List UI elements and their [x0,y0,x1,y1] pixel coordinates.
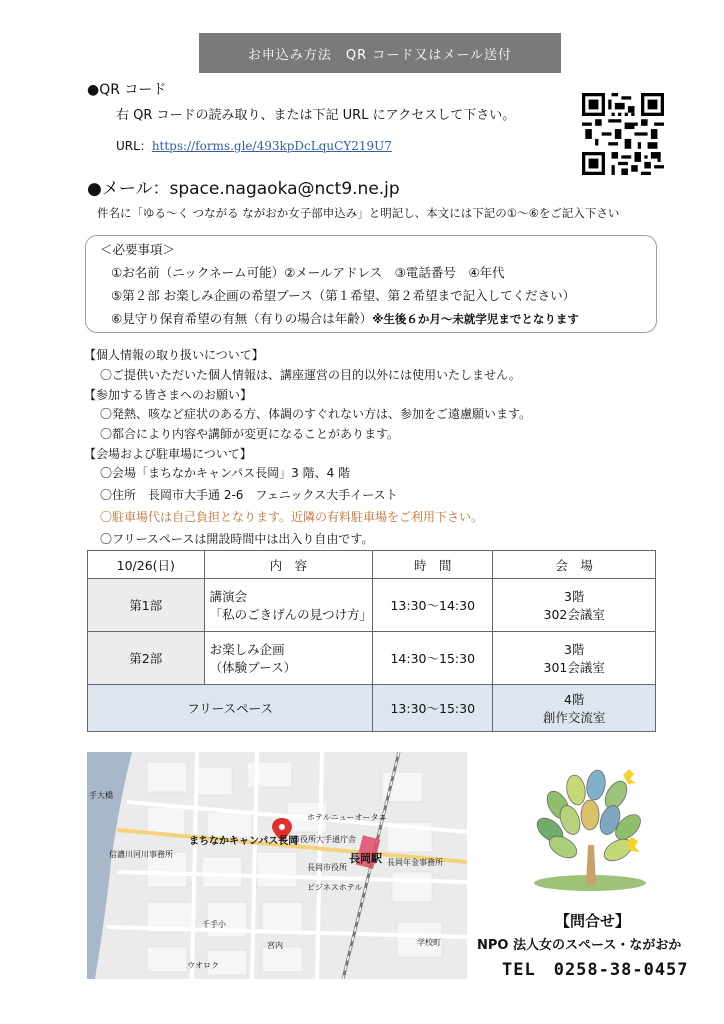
map-label: ウオロク [187,961,219,970]
part-label: 第2部 [88,632,205,685]
venue-map[interactable] [87,752,467,979]
url-label: URL： [116,139,152,153]
table-row [88,632,656,685]
map-venue-label: まちなかキャンパス長岡 [189,836,299,847]
requirements-line-3-text: ⑥見守り保育希望の有無（有りの場合は年齢） [111,311,373,326]
table-header-row [88,551,656,579]
parking-note: 〇駐車場代は自己負担となります。近隣の有料駐車場をご利用下さい。 [100,510,484,524]
map-label: ホテルニューオータニ [307,813,387,822]
page-title: お申込み方法 QR コード又はメール送付 [199,33,561,73]
requirements-line-1: ①お名前（ニックネーム可能）②メールアドレス ③電話番号 ④年代 [111,265,505,280]
content-subtitle: 「私のごきげんの見つけ方」 [209,607,373,622]
header-content: 内 容 [204,551,373,579]
venue-note-1: 〇会場「まちなかキャンパス長岡」3 階、4 階 [100,466,351,480]
qr-code-image[interactable] [582,93,664,175]
content-title: 講演会 [209,589,248,604]
venue-floor: 3階 [563,642,585,657]
venue-cell [493,685,656,732]
map-label: 学校町 [417,938,441,947]
request-note-2: 〇都合により内容や講師が変更になることがあります。 [100,427,400,441]
request-note-1: 〇発熱、咳など症状のある方、体調のすぐれない方は、参加をご遠慮願います。 [100,407,532,421]
requirements-title: ＜必要事項＞ [100,242,176,257]
time-cell: 14:30〜15:30 [373,632,493,685]
request-heading: 【参加する皆さまへのお願い】 [84,388,253,402]
map-station-label: 長岡駅 [349,852,382,865]
privacy-note: 〇ご提供いただいた個人情報は、講座運営の目的以外には使用いたしません。 [100,368,521,382]
venue-floor: 4階 [563,692,585,707]
qr-heading: ●QR コード [87,82,167,98]
table-row [88,685,656,732]
contact-title: 【問合せ】 [555,912,631,930]
part-label: 第1部 [88,579,205,632]
content-cell [204,579,373,632]
venue-cell [493,632,656,685]
requirements-line-3 [111,309,579,327]
contact-phone[interactable]: TEL 0258-38-0457 [502,960,689,980]
venue-heading: 【会場および駐車場について】 [84,447,252,461]
content-cell [204,632,373,685]
tree-logo-icon [528,765,660,893]
venue-note-2: 〇住所 長岡市大手通 2-6 フェニックス大手イースト [100,488,398,502]
content-title: お楽しみ企画 [209,642,285,657]
map-label: 宮内 [267,941,283,950]
form-url-link[interactable]: https://forms.gle/493kpDcLquCY219U7 [151,139,392,153]
qr-instruction: 右 QR コードの読み取り、または下記 URL にアクセスして下さい。 [116,108,516,123]
map-label: 信濃川河川事務所 [109,850,173,859]
map-label: ビジネスホテル [307,883,363,892]
requirements-box [85,235,657,333]
map-label: 長岡市役所 [307,863,347,872]
header-time: 時 間 [373,551,493,579]
map-label: 市役所大手通庁舎 [292,835,356,844]
header-date: 10/26(日) [88,551,205,579]
schedule-table [87,550,656,732]
map-label: 手大橋 [89,791,113,800]
map-label: 千手小 [202,920,226,929]
header-venue: 会 場 [493,551,656,579]
content-subtitle: （体験ブース） [209,660,297,675]
venue-room: 創作交流室 [542,710,606,725]
venue-floor: 3階 [563,589,585,604]
url-row [116,137,392,154]
contact-organization: NPO 法人女のスペース・ながおか [477,938,682,953]
venue-room: 301会議室 [543,660,605,675]
time-cell: 13:30〜15:30 [373,685,493,732]
mail-instruction: 件名に「ゆる〜く つながる ながおか女子部申込み」と明記し、本文には下記の①〜⑥をご記入下さい [97,206,620,220]
map-label: 長岡年金事務所 [387,858,443,867]
free-space-label: フリースペース [88,685,373,732]
table-row [88,579,656,632]
requirements-line-2: ⑤第２部 お楽しみ企画の希望ブース（第１希望、第２希望まで記入してください） [111,288,576,303]
free-space-note: 〇フリースペースは開設時間中は出入り自由です。 [100,532,374,546]
privacy-heading: 【個人情報の取り扱いについて】 [84,348,264,362]
time-cell: 13:30〜14:30 [373,579,493,632]
mail-heading: ●メール：space.nagaoka@nct9.ne.jp [87,179,400,199]
venue-room: 302会議室 [543,607,605,622]
venue-cell [493,579,656,632]
requirements-age-note: ※生後６か月〜未就学児までとなります [372,312,579,326]
